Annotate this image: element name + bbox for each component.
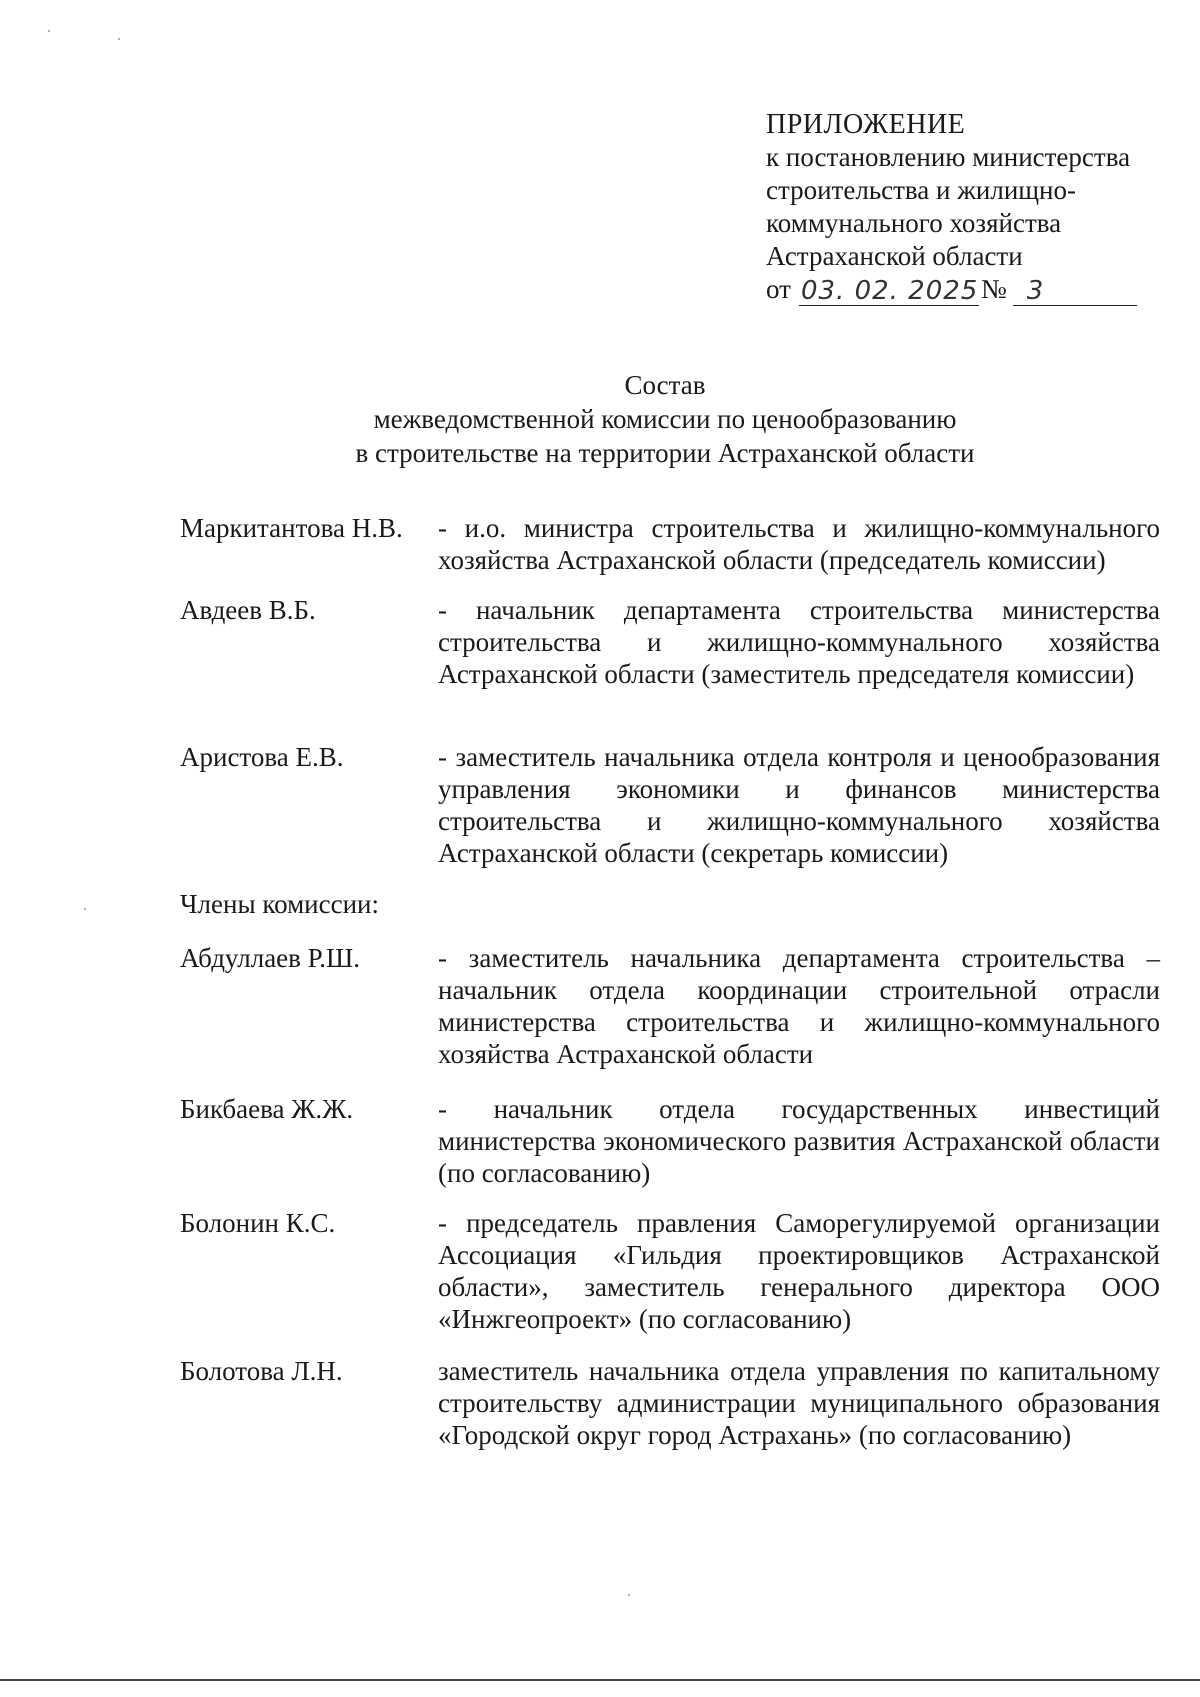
member-name: Авдеев В.Б. bbox=[180, 595, 316, 625]
member-name: Болотова Л.Н. bbox=[180, 1356, 343, 1386]
document-heading bbox=[180, 368, 1150, 470]
member-description: - заместитель начальника департамента строительства – начальник отдела координации строительной отрасли министерства строительства и жилищно-коммунального хозяйства Астраханской области bbox=[438, 943, 1160, 1069]
number-label: № bbox=[980, 274, 1007, 304]
appendix-line: Астраханской области bbox=[766, 241, 1023, 271]
member-name: Бикбаева Ж.Ж. bbox=[180, 1094, 354, 1124]
member-description: заместитель начальника отдела управления по капитальному строительству администрации муниципального образования «Городской округ город Астрахань» (по согласованию) bbox=[438, 1356, 1160, 1450]
heading-line: Состав bbox=[624, 370, 706, 400]
member-name: Аристова Е.В. bbox=[180, 742, 344, 772]
heading-line: межведомственной комиссии по ценообразованию bbox=[373, 404, 957, 434]
member-description: - и.о. министра строительства и жилищно-коммунального хозяйства Астраханской области (председатель комиссии) bbox=[438, 513, 1160, 575]
member-description: - заместитель начальника отдела контроля и ценообразования управления экономики и финансов министерства строительства и жилищно-коммунального хозяйства Астраханской области (секретарь комиссии) bbox=[438, 742, 1160, 868]
member-description: - начальник отдела государственных инвестиций министерства экономического развития Астраханской области (по согласованию) bbox=[438, 1094, 1160, 1188]
member-description: - начальник департамента строительства министерства строительства и жилищно-коммунального хозяйства Астраханской области (заместитель председателя комиссии) bbox=[438, 595, 1160, 689]
date-number-line bbox=[766, 273, 1156, 306]
handwritten-number: 3 bbox=[1013, 277, 1137, 306]
member-description: - председатель правления Саморегулируемой организации Ассоциация «Гильдия проектировщиков Астраханской области», заместитель генерального директора ООО «Инжгеопроект» (по согласованию) bbox=[438, 1208, 1160, 1334]
appendix-line: к постановлению министерства bbox=[766, 142, 1131, 172]
handwritten-date: 03. 02. 2025 bbox=[800, 276, 979, 306]
scan-speck bbox=[48, 30, 50, 32]
scan-speck bbox=[118, 38, 120, 40]
scan-speck bbox=[84, 908, 86, 910]
member-name: Болонин К.С. bbox=[180, 1208, 336, 1238]
member-name: Маркитантова Н.В. bbox=[180, 513, 403, 543]
appendix-line: коммунального хозяйства bbox=[766, 208, 1062, 238]
scan-bottom-edge bbox=[0, 1679, 1200, 1681]
appendix-block bbox=[766, 108, 1156, 306]
member-name: Абдуллаев Р.Ш. bbox=[180, 943, 361, 973]
date-prefix: от bbox=[766, 274, 791, 304]
appendix-title: ПРИЛОЖЕНИЕ bbox=[766, 109, 966, 140]
members-label: Члены комиссии: bbox=[180, 889, 379, 919]
heading-line: в строительстве на территории Астраханской области bbox=[355, 438, 975, 468]
scan-speck bbox=[628, 1594, 630, 1596]
appendix-line: строительства и жилищно- bbox=[766, 175, 1076, 205]
